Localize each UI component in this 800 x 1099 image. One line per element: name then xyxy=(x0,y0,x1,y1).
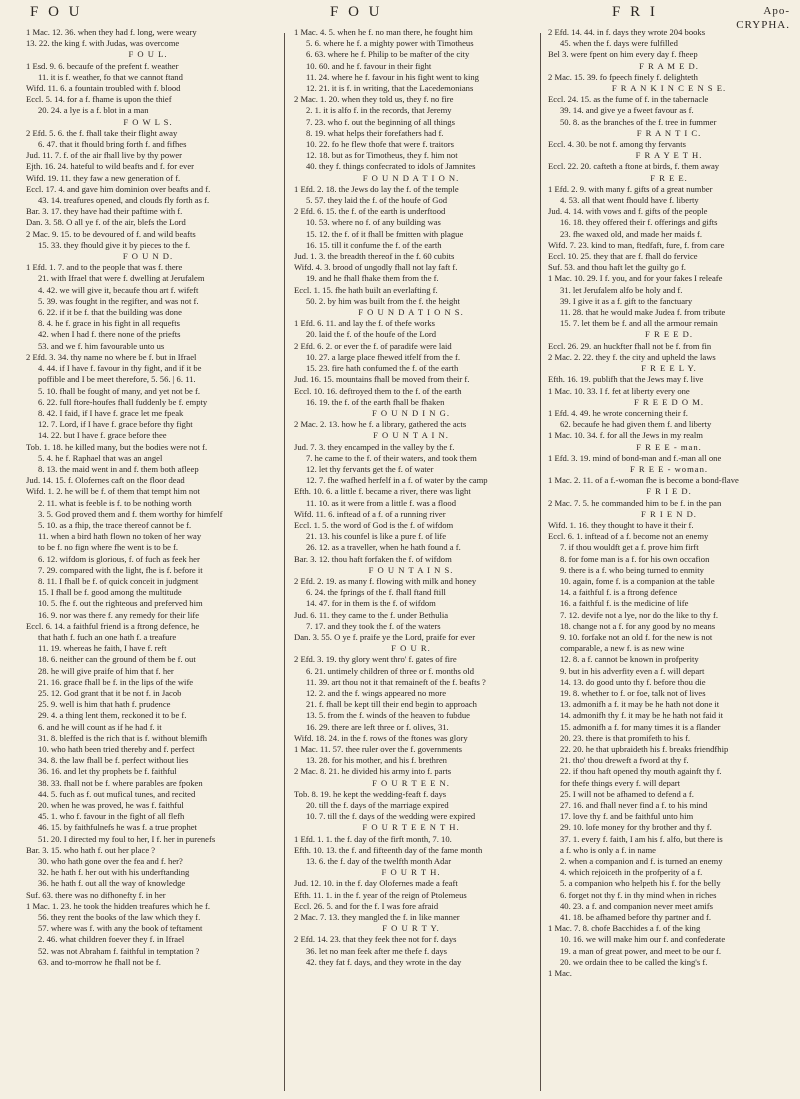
heading-word: F O U N D A T I O N. xyxy=(362,172,460,183)
concordance-entry: Eccl. 17. 4. and gave him dominion over beafts and f. xyxy=(26,183,211,194)
concordance-entry: 18. 6. neither can the ground of them be f. out xyxy=(38,654,196,665)
concordance-entry: 45. when the f. days were fulfilled xyxy=(560,38,678,49)
concordance-entry: 11. 39. art thou not it that remaineft of the f. beafts ? xyxy=(306,676,486,687)
heading-word: F O U R T E E N. xyxy=(372,777,450,788)
concordance-entry: 6. 21. untimely children of three or f. months old xyxy=(306,665,475,676)
concordance-entry: 21. with Ifrael that were f. dwelling at Jerufalem xyxy=(38,273,205,284)
concordance-entry: 25. 9. well is him that hath f. prudence xyxy=(38,699,171,710)
concordance-entry: 2. 1. it is alfo f. in the records, that Jeremy xyxy=(306,105,452,116)
concordance-entry: 15. 7. let them be f. and all the armour remain xyxy=(560,318,718,329)
heading-word: F O U R T E E N T H. xyxy=(362,822,460,833)
concordance-entry: 23. fhe waxed old, and made her maids f. xyxy=(560,228,702,239)
concordance-entry: Tob. 1. 18. he killed many, but the bodies were not f. xyxy=(26,441,208,452)
concordance-entry: 7. 29. compared with the light, fhe is f. before it xyxy=(38,564,203,575)
running-head-right: F R I xyxy=(612,4,658,20)
heading-word: F R I E N D. xyxy=(641,508,697,519)
concordance-entry: 53. and we f. him favourable unto us xyxy=(38,340,165,351)
concordance-entry: 10. 27. a large place fhewed itfelf from the f. xyxy=(306,351,460,362)
column-rule-left xyxy=(284,33,285,1091)
concordance-entry: 19. a man of great power, and meet to be our f. xyxy=(560,945,721,956)
heading-word: F O U N T A I N. xyxy=(373,430,449,441)
concordance-entry: Eccl. 5. 14. for a f. fhame is upon the thief xyxy=(26,94,172,105)
concordance-entry: 1 Efd. 2. 18. the Jews do lay the f. of the temple xyxy=(294,183,459,194)
concordance-entry: Eccl. 1. 15. fhe hath built an everlafting f. xyxy=(294,284,438,295)
concordance-entry: 9. there is a f. who being turned to enmity xyxy=(560,564,704,575)
concordance-entry: 17. love thy f. and be faithful unto him xyxy=(560,811,694,822)
concordance-entry: Bar. 3. 15. who hath f. out her place ? xyxy=(26,844,156,855)
concordance-entry: 16. 19. the f. of the earth fhall be fhaken xyxy=(306,396,445,407)
concordance-entry: 4. 53. all that went fhould have f. liberty xyxy=(560,195,699,206)
concordance-entry: Eccl. 10. 25. they that are f. fhall do fervice xyxy=(548,251,698,262)
concordance-entry: 19. and he fhall fhake them from the f. xyxy=(306,273,439,284)
concordance-entry: 10. 60. and he f. favour in their fight xyxy=(306,60,432,71)
concordance-entry: 20. 23. there is that promifeth to his f. xyxy=(560,732,691,743)
concordance-entry: a f. who is only a f. in name xyxy=(560,844,656,855)
concordance-entry: 40. 23. a f. and companion never meet amifs xyxy=(560,900,713,911)
heading-word: F R E E - man. xyxy=(636,441,702,452)
concordance-entry: 1 Efd. 2. 9. with many f. gifts of a great number xyxy=(548,183,713,194)
concordance-entry: 44. 5. fuch as f. out mufical tunes, and recited xyxy=(38,788,196,799)
concordance-entry: 31. let Jerufalem alfo be holy and f. xyxy=(560,284,683,295)
concordance-entry: 6. 22. if it be f. that the building was done xyxy=(38,307,182,318)
section-label-line-1: Apo- xyxy=(763,5,790,17)
concordance-entry: Efth. 10. 6. a little f. became a river, there was light xyxy=(294,486,471,497)
section-label-line-2: CRYPHA. xyxy=(736,19,790,31)
concordance-entry: Bar. 3. 12. thou haft forfaken the f. of wifdom xyxy=(294,553,452,564)
concordance-entry: 11. 28. that he would make Judea f. from tribute xyxy=(560,307,726,318)
concordance-entry: 1 Mac. 10. 33. I f. fet at liberty every one xyxy=(548,385,690,396)
concordance-entry: 7. if thou wouldft get a f. prove him firft xyxy=(560,542,699,553)
concordance-entry: 1 Mac. 12. 36. when they had f. long, were weary xyxy=(26,27,197,37)
heading-word: F R E E L Y. xyxy=(641,363,697,374)
concordance-entry: 12. 21. it is f. in writing, that the Lacedemonians xyxy=(306,83,474,94)
concordance-entry: 1 Efd. 1. 7. and to the people that was f. there xyxy=(26,262,183,273)
concordance-entry: 14. 22. but I have f. grace before thee xyxy=(38,430,167,441)
concordance-entry: 41. 18. be afhamed before thy partner and f. xyxy=(560,912,712,923)
concordance-entry: 2 Efd. 2. 19. as many f. flowing with milk and honey xyxy=(294,575,477,586)
concordance-entry: 1 Efd. 6. 11. and lay the f. of thefe works xyxy=(294,318,435,329)
concordance-entry: 13. 5. from the f. winds of the heaven to fubdue xyxy=(306,710,470,721)
heading-word: F R E E - woman. xyxy=(629,463,709,474)
concordance-entry: 45. 1. who f. favour in the fight of all flefh xyxy=(38,811,185,822)
concordance-entry: 40. they f. things confecrated to idols of Jamnites xyxy=(306,161,476,172)
concordance-entry: 12. 8. a f. cannot be known in profperity xyxy=(560,654,699,665)
concordance-entry: 2. 11. what is feeble is f. to be nothing worth xyxy=(38,497,192,508)
concordance-entry: 14. a faithful f. is a ftrong defence xyxy=(560,587,678,598)
concordance-entry: 25. I will not be afhamed to defend a f. xyxy=(560,788,694,799)
concordance-entry: Jud. 12. 10. in the f. day Olofernes made a feaft xyxy=(294,878,458,889)
concordance-entry: 4. 44. if I have f. favour in thy fight, and if it be xyxy=(38,363,202,374)
concordance-entry: 20. 24. a lye is a f. blot in a man xyxy=(38,105,149,116)
concordance-entry: 14. 13. do good unto thy f. before thou die xyxy=(560,676,706,687)
concordance-entry: comparable, a new f. is as new wine xyxy=(560,643,685,654)
concordance-entry: 4. which rejoiceth in the profperity of a f. xyxy=(560,867,703,878)
concordance-entry: 1 Mac. 2. 11. of a f.-woman fhe is become a bond-flave xyxy=(548,475,739,486)
concordance-entry: 7. 17. and they took the f. of the waters xyxy=(306,620,441,631)
concordance-entry: 4. 42. we will give it, becaufe thou art f. wifeft xyxy=(38,284,199,295)
concordance-entry: 11. it is f. weather, fo that we cannot ftand xyxy=(38,71,183,82)
concordance-entry: 6. 12. wifdom is glorious, f. of fuch as feek her xyxy=(38,553,200,564)
concordance-entry: Jud. 4. 14. with vows and f. gifts of the people xyxy=(548,206,708,217)
concordance-entry: 20. we ordain thee to be called the king's f. xyxy=(560,956,708,967)
concordance-entry: 9. 10. forfake not an old f. for the new is not xyxy=(560,631,713,642)
concordance-entry: 11. 19. whereas he faith, I have f. reft xyxy=(38,643,167,654)
column-rule-right xyxy=(540,33,541,1091)
concordance-entry: 14. 47. for in them is the f. of wifdom xyxy=(306,598,436,609)
concordance-entry: Efth. 16. 19. publifh that the Jews may f. live xyxy=(548,374,704,385)
concordance-entry: 31. 8. bleffed is the rich that is f. without blemifh xyxy=(38,732,208,743)
concordance-entry: 8. 13. the maid went in and f. them both afleep xyxy=(38,463,199,474)
concordance-entry: Eccl. 6. 1. inftead of a f. become not an enemy xyxy=(548,531,709,542)
concordance-entry: Efth. 10. 13. the f. and fifteenth day of the fame month xyxy=(294,844,483,855)
heading-word: F O U N T A I N S. xyxy=(368,564,454,575)
concordance-entry: 2 Mac. 2. 13. how he f. a library, gathered the acts xyxy=(294,419,467,430)
concordance-entry: 62. becaufe he had given them f. and liberty xyxy=(560,419,712,430)
concordance-entry: 57. where was f. with any the book of teftament xyxy=(38,923,203,934)
concordance-entry: 6. 24. the fprings of the f. fhall ftand ftill xyxy=(306,587,446,598)
concordance-entry: Jud. 11. 7. f. of the air fhall live by thy power xyxy=(26,150,183,161)
concordance-entry: 28. he will give praife of him that f. her xyxy=(38,665,174,676)
concordance-entry: 5. 39. was fought in the regifter, and was not f. xyxy=(38,295,199,306)
concordance-entry: 9. but in his adverfity even a f. will depart xyxy=(560,665,705,676)
concordance-entry: 13. 6. the f. day of the twelfth month Adar xyxy=(306,856,452,867)
concordance-entry: 21. f. fhall be kept till their end begin to approach xyxy=(306,699,477,710)
concordance-entry: Bel 3. were fpent on him every day f. fheep xyxy=(548,49,698,60)
concordance-entry: 5. 10. fhall be fought of many, and yet not be f. xyxy=(38,385,200,396)
concordance-entry: Jud. 16. 15. mountains fhall be moved from their f. xyxy=(294,374,470,385)
heading-word: F O U L. xyxy=(128,49,168,60)
concordance-entry: 51. 20. I directed my foul to her, I f. her in purenefs xyxy=(38,833,216,844)
concordance-entry: 22. if thou haft opened thy mouth againft thy f. xyxy=(560,766,722,777)
concordance-entry: 10. 22. fo he flew thofe that were f. traitors xyxy=(306,139,454,150)
concordance-entry: 1 Esd. 9. 6. becaufe of the prefent f. weather xyxy=(26,60,179,71)
heading-word: F R A Y E T H. xyxy=(635,150,703,161)
concordance-entry: 2. 46. what children foever they f. in Ifrael xyxy=(38,934,185,945)
concordance-entry: 12. 7. Lord, if I have f. grace before thy fight xyxy=(38,419,193,430)
heading-word: F R E E D. xyxy=(645,329,693,340)
concordance-entry: 2 Mac. 7. 13. they mangled the f. in like manner xyxy=(294,912,460,923)
concordance-entry: Jud. 1. 3. the breadth thereof in the f. 60 cubits xyxy=(294,251,455,262)
concordance-entry: Wifd. 11. 6. a fountain troubled with f. blood xyxy=(26,83,181,94)
heading-word: F O U N D A T I O N S. xyxy=(358,307,464,318)
concordance-entry: Eccl. 22. 20. cafteth a ftone at birds, f. them away xyxy=(548,161,720,172)
concordance-entry: 2 Efd. 6. 15. the f. of the earth is underftood xyxy=(294,206,446,217)
concordance-entry: Wifd. 18. 24. in the f. rows of the ftones was glory xyxy=(294,732,468,743)
concordance-entry: poffible and I be meet therefore, 5. 56. | 6. 11. xyxy=(38,374,196,385)
concordance-entry: 2 Efd. 14. 44. in f. days they wrote 204 books xyxy=(548,27,706,37)
concordance-entry: Eccl. 10. 16. deftroyed them to the f. of the earth xyxy=(294,385,462,396)
heading-word: F O U N D I N G. xyxy=(371,407,451,418)
concordance-entry: 18. change not a f. for any good by no means xyxy=(560,620,716,631)
concordance-entry: 20. laid the f. of the houfe of the Lord xyxy=(306,329,437,340)
concordance-entry: Wifd. 7. 23. kind to man, ftedfaft, fure, f. from care xyxy=(548,239,725,250)
concordance-entry: Wifd. 1. 2. he will be f. of them that tempt him not xyxy=(26,486,200,497)
concordance-entry: 21. 16. grace fhall be f. in the lips of the wife xyxy=(38,676,194,687)
concordance-entry: 10. 53. where no f. of any building was xyxy=(306,217,441,228)
concordance-entry: 29. 10. lofe money for thy brother and thy f. xyxy=(560,822,712,833)
heading-word: F R A N K I N C E N S E. xyxy=(611,83,727,94)
concordance-entry: 12. 18. but as for Timotheus, they f. him not xyxy=(306,150,458,161)
heading-word: F O W L S. xyxy=(123,116,173,127)
concordance-entry: 46. 15. by faithfulnefs he was f. a true prophet xyxy=(38,822,197,833)
concordance-entry: 34. 8. the law fhall be f. perfect without lies xyxy=(38,755,189,766)
concordance-entry: 10. 16. we will make him our f. and confederate xyxy=(560,934,726,945)
concordance-entry: Eccl. 24. 15. as the fume of f. in the tabernacle xyxy=(548,94,709,105)
concordance-entry: 2 Efd. 3. 34. thy name no where be f. but in Ifrael xyxy=(26,351,197,362)
concordance-entry: 50. 2. by him was built from the f. the height xyxy=(306,295,460,306)
concordance-entry: 1 Mac. 4. 5. when he f. no man there, he fought him xyxy=(294,27,473,37)
concordance-entry: 10. who hath been tried thereby and f. perfect xyxy=(38,744,195,754)
concordance-entry: Wifd. 1. 16. they thought to have it their f. xyxy=(548,519,694,530)
concordance-entry: 1 Mac. 11. 57. thee ruler over the f. governments xyxy=(294,744,462,754)
concordance-entry: 10. again, fome f. is a companion at the table xyxy=(560,575,715,586)
heading-word: F R A N T I C. xyxy=(636,127,702,138)
concordance-entry: 52. was not Abraham f. faithful in temptation ? xyxy=(38,945,200,956)
concordance-entry: 42. when I had f. there none of the priefts xyxy=(38,329,181,340)
concordance-entry: 8. 19. what helps their forefathers had f. xyxy=(306,127,444,138)
concordance-entry: 2 Mac. 7. 5. he commanded him to be f. in the pan xyxy=(548,497,722,508)
concordance-entry: 6. 22. full ftore-houfes fhall fuddenly be f. empty xyxy=(38,396,208,407)
concordance-entry: Dan. 3. 58. O all ye f. of the air, blefs the Lord xyxy=(26,217,186,228)
concordance-entry: 5. 10. as a fhip, the trace thereof cannot be f. xyxy=(38,519,192,530)
concordance-entry: 2 Efd. 5. 6. the f. fhall take their flight away xyxy=(26,127,178,138)
concordance-entry: 21. tho' thou dreweft a fword at thy f. xyxy=(560,755,689,766)
running-head-center: F O U xyxy=(330,4,383,20)
concordance-entry: Jud. 7. 3. they encamped in the valley by the f. xyxy=(294,441,455,452)
column-3 xyxy=(548,27,790,1097)
concordance-entry: Ejth. 16. 24. hateful to wild beafts and f. for ever xyxy=(26,161,195,172)
concordance-entry: Suf. 53. and thou haft let the guilty go f. xyxy=(548,262,686,273)
concordance-entry: 8. 4. he f. grace in his fight in all requefts xyxy=(38,318,180,329)
concordance-entry: 14. admonifh thy f. it may be he hath not faid it xyxy=(560,710,724,721)
concordance-entry: 32. he hath f. her out with his underftanding xyxy=(38,867,190,878)
concordance-entry: 20. till the f. days of the marriage expired xyxy=(306,800,449,811)
concordance-entry: 36. let no man feek after me thefe f. days xyxy=(306,945,448,956)
concordance-entry: 8. for fome man is a f. for his own occafion xyxy=(560,553,710,564)
concordance-entry: 29. 4. a thing lent them, reckoned it to be f. xyxy=(38,710,187,721)
concordance-entry: 16. 15. till it confume the f. of the earth xyxy=(306,239,442,250)
concordance-entry: 11. 24. where he f. favour in his fight went to king xyxy=(306,71,479,82)
concordance-entry: 42. they fat f. days, and they wrote in the day xyxy=(306,956,462,967)
concordance-entry: 7. he came to the f. of their waters, and took them xyxy=(306,452,477,463)
heading-word: F R E E D O M. xyxy=(633,396,705,407)
concordance-entry: 8. 11. I fhall be f. of quick conceit in judgment xyxy=(38,575,199,586)
concordance-entry: 39. I give it as a f. gift to the fanctuary xyxy=(560,295,693,306)
concordance-entry: Eccl. 1. 5. the word of God is the f. of wifdom xyxy=(294,519,454,530)
heading-word: F O U R. xyxy=(391,643,431,654)
concordance-entry: 16. a faithful f. is the medicine of life xyxy=(560,598,689,609)
concordance-entry: 56. they rent the books of the law which they f. xyxy=(38,912,201,923)
heading-word: F R E E. xyxy=(650,172,688,183)
concordance-entry: Wifd. 19. 11. they faw a new generation of f. xyxy=(26,172,181,183)
concordance-entry: 21. 13. his counfel is like a pure f. of life xyxy=(306,531,447,542)
concordance-entry: 11. when a bird hath flown no token of her way xyxy=(38,531,202,542)
concordance-entry: 2 Mac. 8. 21. he divided his army into f. parts xyxy=(294,766,452,777)
concordance-entry: 15. admonifh a f. for many times it is a flander xyxy=(560,721,721,732)
heading-word: F O U R T Y. xyxy=(382,923,440,934)
concordance-entry: 5. a companion who helpeth his f. for the belly xyxy=(560,878,721,889)
concordance-entry: 1 Mac. 1. 23. he took the hidden treafures which he f. xyxy=(26,900,210,911)
concordance-entry: 15. 12. the f. of it fhall be fmitten with plague xyxy=(306,228,464,239)
concordance-entry: 6. 63. where he f. Philip to be mafter of the city xyxy=(306,49,470,60)
concordance-entry: 25. 12. God grant that it be not f. in Jacob xyxy=(38,687,182,698)
concordance-entry: 3. 5. God proved them and f. them worthy for himfelf xyxy=(38,508,223,519)
concordance-entry: 2 Mac. 1. 20. when they told us, they f. no fire xyxy=(294,94,454,105)
concordance-entry: 15. I fhall be f. good among the multitude xyxy=(38,587,182,598)
concordance-entry: Eccl. 26. 5. and for the f. I was fore afraid xyxy=(294,900,439,911)
concordance-entry: Bar. 3. 17. they have had their paftime with f. xyxy=(26,206,183,217)
concordance-entry: Wifd. 4. 3. brood of ungodly fhall not lay faft f. xyxy=(294,262,458,273)
concordance-entry: 37. 1. every f. faith, I am his f. alfo, but there is xyxy=(560,833,723,844)
concordance-entry: 1 Mac. xyxy=(548,968,572,979)
concordance-entry: 15. 33. they fhould give it by pieces to the f. xyxy=(38,239,191,250)
concordance-entry: 1 Mac. 10. 29. I f. you, and for your fakes I releafe xyxy=(548,273,723,284)
concordance-entry: Suf. 63. there was no difhonefty f. in her xyxy=(26,889,166,900)
concordance-entry: for thefe things every f. will depart xyxy=(560,777,681,788)
concordance-entry: Eccl. 26. 29. an huckfter fhall not be f. from fin xyxy=(548,340,712,351)
concordance-entry: 22. 20. he that upbraideth his f. breaks friendfhip xyxy=(560,744,729,754)
concordance-entry: 43. 14. treafures opened, and clouds fly forth as f. xyxy=(38,195,210,206)
heading-word: F O U N D. xyxy=(122,251,174,262)
concordance-entry: Jud. 14. 15. f. Olofernes caft on the floor dead xyxy=(26,475,185,486)
concordance-entry: 36. 16. and let thy prophets be f. faithful xyxy=(38,766,177,777)
concordance-entry: 1 Mac. 7. 8. chofe Bacchides a f. of the king xyxy=(548,923,701,934)
concordance-entry: 27. 16. and fhall never find a f. to his mind xyxy=(560,800,708,811)
concordance-entry: 12. let thy fervants get the f. of water xyxy=(306,463,434,474)
concordance-entry: 2. when a companion and f. is turned an enemy xyxy=(560,856,723,867)
column-1 xyxy=(26,27,270,1097)
concordance-entry: 38. 33. fhall not be f. where parables are fpoken xyxy=(38,777,203,788)
concordance-entry: 7. 23. who f. out the beginning of all things xyxy=(306,116,455,127)
concordance-entry: 7. 12. devife not a lye, nor do the like to thy f. xyxy=(560,609,718,620)
concordance-entry: 13. admonifh a f. it may be he hath not done it xyxy=(560,699,720,710)
concordance-entry: to be f. no fign where fhe went is to be f. xyxy=(38,542,179,553)
concordance-entry: 20. when he was proved, he was f. faithful xyxy=(38,800,184,811)
concordance-entry: 16. 9. nor was there f. any remedy for their life xyxy=(38,609,200,620)
concordance-entry: 2 Mac. 15. 39. fo fpeech finely f. delighteth xyxy=(548,71,698,82)
concordance-entry: Wifd. 11. 6. inftead of a f. of a running river xyxy=(294,508,446,519)
concordance-entry: 1 Mac. 10. 34. f. for all the Jews in my realm xyxy=(548,430,703,441)
concordance-entry: Tob. 8. 19. he kept the wedding-feaft f. days xyxy=(294,788,447,799)
concordance-entry: 39. 14. and give ye a fweet favour as f. xyxy=(560,105,694,116)
concordance-entry: 10. 5. fhe f. out the righteous and preferved him xyxy=(38,598,203,609)
concordance-entry: 10. 7. till the f. days of the wedding were expired xyxy=(306,811,476,822)
concordance-entry: that hath f. fuch an one hath f. a treafure xyxy=(38,631,177,642)
concordance-entry: 11. 10. as it were from a little f. was a flood xyxy=(306,497,457,508)
heading-word: F O U R T H. xyxy=(381,867,441,878)
concordance-entry: 1 Efd. 3. 19. mind of bond-man and f.-man all one xyxy=(548,452,722,463)
concordance-entry: 8. 42. I faid, if I have f. grace let me fpeak xyxy=(38,407,184,418)
concordance-entry: 5. 4. he f. Raphael that was an angel xyxy=(38,452,163,463)
concordance-entry: 30. who hath gone over the fea and f. her? xyxy=(38,856,183,867)
concordance-entry: 2 Efd. 3. 19. thy glory went thro' f. gates of fire xyxy=(294,654,457,665)
concordance-entry: 13. 28. for his mother, and his f. brethren xyxy=(306,755,447,766)
running-head-left: F O U xyxy=(30,4,83,20)
column-2 xyxy=(294,27,528,1097)
concordance-entry: 50. 8. as the branches of the f. tree in fummer xyxy=(560,116,717,127)
concordance-entry: 2 Mac. 2. 22. they f. the city and upheld the laws xyxy=(548,351,716,362)
concordance-entry: 2 Efd. 14. 23. that they feek thee not for f. days xyxy=(294,934,457,945)
concordance-entry: Efth. 11. 1. in the f. year of the reign of Ptolemeus xyxy=(294,889,467,900)
concordance-entry: Eccl. 4. 30. be not f. among thy fervants xyxy=(548,139,686,150)
concordance-entry: 15. 23. fire hath confumed the f. of the earth xyxy=(306,363,459,374)
concordance-entry: 26. 12. as a traveller, when he hath found a f. xyxy=(306,542,461,553)
concordance-entry: 6. and he will count as if he had f. it xyxy=(38,721,162,732)
concordance-entry: 16. 29. there are left three or f. olives, 31. xyxy=(306,721,449,732)
concordance-entry: 6. forget not thy f. in thy mind when in riches xyxy=(560,889,717,900)
concordance-entry: 2 Efd. 6. 2. or ever the f. of paradife were laid xyxy=(294,340,452,351)
concordance-entry: 16. 18. they offered their f. offerings and gifts xyxy=(560,217,718,228)
concordance-entry: 1 Efd. 1. 1. the f. day of the firft month, 7. 10. xyxy=(294,833,452,844)
concordance-entry: 63. and to-morrow he fhall not be f. xyxy=(38,956,161,967)
heading-word: F R A M E D. xyxy=(639,60,699,71)
concordance-entry: Eccl. 6. 14. a faithful friend is a ftrong defence, he xyxy=(26,620,200,631)
concordance-entry: 13. 22. the king f. with Judas, was overcome xyxy=(26,38,180,49)
concordance-entry: 5. 6. where he f. a mighty power with Timotheus xyxy=(306,38,474,49)
concordance-entry: 1 Efd. 4. 49. he wrote concerning their f. xyxy=(548,407,688,418)
concordance-entry: Jud. 6. 11. they came to the f. under Bethulia xyxy=(294,609,449,620)
concordance-entry: 12. 2. and the f. wings appeared no more xyxy=(306,687,447,698)
heading-word: F R I E D. xyxy=(646,486,692,497)
concordance-entry: 12. 7. fhe wafhed herfelf in a f. of water by the camp xyxy=(306,475,488,486)
concordance-entry: 19. 8. whether to f. or foe, talk not of lives xyxy=(560,687,706,698)
concordance-entry: 2 Mac. 9. 15. to be devoured of f. and wild beafts xyxy=(26,228,196,239)
concordance-entry: 5. 57. they laid the f. of the houfe of God xyxy=(306,195,448,206)
concordance-entry: 6. 47. that it fhould bring forth f. and fifhes xyxy=(38,139,187,150)
concordance-entry: 36. he hath f. out all the way of knowledge xyxy=(38,878,186,889)
concordance-entry: Dan. 3. 55. O ye f. praife ye the Lord, praife for ever xyxy=(294,631,476,642)
